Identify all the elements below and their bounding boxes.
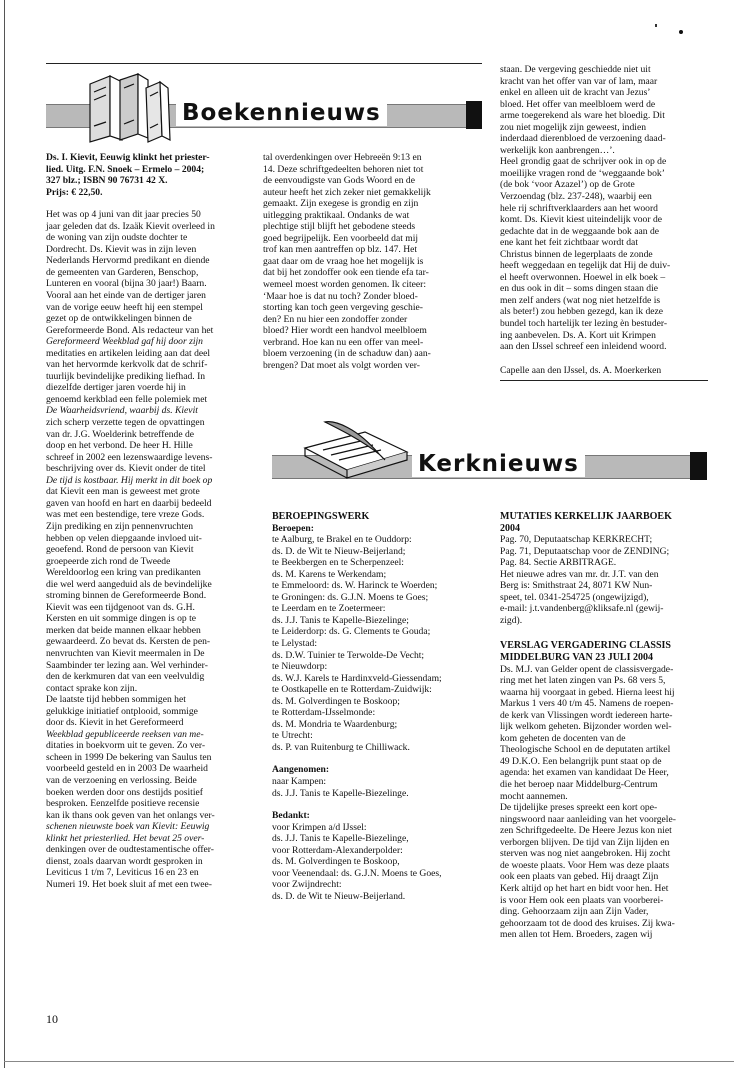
verslag-heading-date: MIDDELBURG VAN 23 JULI 2004 — [500, 652, 653, 664]
mutaties-line: Pag. 84. Sectie ARBITRAGE. — [500, 557, 617, 569]
review-line: ‘Maar hoe is dat nu toch? Zonder bloed- — [263, 290, 418, 302]
beroepen-item: te Beekbergen en te Scherpenzeel: — [272, 557, 404, 569]
verslag-line: Kerk altijd op het hart en bidt voor hen. Het — [500, 882, 669, 894]
review-line: De laatste tijd hebben sommigen het — [46, 694, 186, 706]
book-title-line: lied. Uitg. F.N. Snoek – Ermelo – 2004; — [46, 163, 205, 175]
review-line: den de kerkmuren dat van een veelvuldig — [46, 671, 205, 683]
review-line: van de vorige eeuw heeft hij een stempel — [46, 301, 203, 313]
review-line: el heeft overwonnen. Hoewel in elk boek – — [500, 271, 666, 283]
books-section-title: Boekennieuws — [176, 100, 387, 126]
church-news-column — [500, 511, 708, 941]
books-column-2 — [263, 152, 478, 371]
review-line: gedachte dat in de weggaande bok aan de — [500, 225, 660, 237]
review-line: voorbeeld gesteld en in 2003 De waarheid — [46, 763, 208, 775]
beroepen-item: te Groningen: ds. G.J.N. Moens te Goes; — [272, 591, 429, 603]
beroepen-list — [272, 534, 484, 753]
review-line: de woning van zijn oudste dochter te — [46, 232, 188, 244]
review-line: Heel grondig gaat de schrijver ook in op de — [500, 156, 667, 168]
review-line: de gemeenten van Garderen, Benschop, — [46, 266, 199, 278]
beroepen-item: ds. D.W. Tuinier te Terwolde-De Vecht; — [272, 649, 425, 661]
beroepen-item: ds. J.J. Tanis te Kapelle-Biezelinge; — [272, 614, 409, 626]
review-signature: Capelle aan den IJssel, ds. A. Moerkerken — [500, 364, 662, 376]
review-line: besproken. Eenzelfde positieve recensie — [46, 798, 200, 810]
mutaties-line: Pag. 70, Deputaatschap KERKRECHT; — [500, 534, 653, 546]
review-line: gemaakt. Zijn exegese is grondig en zijn — [263, 198, 419, 210]
page-number: 10 — [46, 1012, 58, 1026]
review-line: gaat daar om de vraag hoe het mogelijk is — [263, 255, 424, 267]
quill-document-icon — [295, 418, 415, 488]
mutaties-heading: MUTATIES KERKELIJK JAARBOEK — [500, 511, 672, 522]
book-price: Prijs: € 22,50. — [46, 186, 103, 198]
review-line: enkel en alleen uit de kracht van Jezus’ — [500, 87, 651, 99]
verslag-line: ring met het laten zingen van Ps. 68 vers 5, — [500, 675, 666, 687]
books-column-1 — [46, 152, 254, 890]
beroepen-item: ds. M. Karens te Werkendam; — [272, 568, 387, 580]
speck — [679, 30, 683, 34]
review-line: hebben op velen diepgaande invloed uit- — [46, 532, 202, 544]
beroepen-item: ds. M. Golverdingen te Boskoop; — [272, 695, 400, 707]
verslag-line: ook een plaats van gebed. Hij draagt Zijn — [500, 871, 659, 883]
books-review-text — [263, 152, 478, 371]
review-line: (de bok ‘voor Azazel’) op de Grote — [500, 179, 635, 191]
review-line: jaar geleden dat ds. Izaäk Kievit overleed in — [46, 220, 215, 232]
mutaties-line: Berg is: Smithstraat 24, 8071 KW Nun- — [500, 580, 653, 592]
verslag-line: Markus 1 vers 40 t/m 45. Namens de roepen- — [500, 698, 674, 710]
review-line: boeken werden door ons destijds positief — [46, 786, 203, 798]
review-line: aan den IJssel schreef een inleidend woord. — [500, 341, 667, 353]
review-line: kan ik thans ook geven van het onlangs ver- — [46, 809, 215, 821]
verslag-line: de woeste plaats. Voor Hem was deze plaats — [500, 859, 670, 871]
beroepen-item: ds. W.J. Karels te Hardinxveld-Giessendam; — [272, 672, 442, 684]
review-line: dienst, zoals daarvan wordt gesproken in — [46, 855, 203, 867]
book-title-line: Ds. I. Kievit, Eeuwig klinkt het priester- — [46, 152, 210, 163]
review-line: gelukkige initiatief ontplooid, sommige — [46, 705, 198, 717]
column-rule — [500, 380, 708, 381]
review-line: arme toegerekend als ware het bloedig. Dit — [500, 110, 665, 122]
review-line: die wel werd aangeduid als de bevindelijke — [46, 578, 212, 590]
verslag-line: 49 D.K.O. Een belangrijk punt staat op de — [500, 755, 662, 767]
beroepen-item: ds. P. van Ruitenburg te Chilliwack. — [272, 741, 410, 753]
beroepen-item: te Lelystad: — [272, 638, 318, 650]
review-line: geoefend. Rond de persoon van Kievit — [46, 544, 194, 556]
verslag-line: kom geheten de docenten van de — [500, 732, 626, 744]
review-line: staan. De vergeving geschiedde niet uit — [500, 64, 651, 75]
mutaties-heading-year: 2004 — [500, 522, 520, 534]
review-line: zich scherp verzette tegen de opvattingen — [46, 417, 205, 429]
mutaties-text — [500, 534, 708, 626]
mutaties-line: speet, tel. 0341-254725 (ongewijzigd), — [500, 591, 649, 603]
review-line: diezelfde dertiger jaren voerde hij in — [46, 382, 186, 394]
review-line: Dordrecht. Ds. Kievit was in zijn leven — [46, 243, 197, 255]
review-line: Kievit was een tijdgenoot van ds. G.H. — [46, 601, 195, 613]
mutaties-line: Het nieuwe adres van mr. dr. J.T. van den — [500, 568, 659, 580]
review-line: groepeerde zich rond de Tweede — [46, 555, 171, 567]
verslag-line: ningswoord naar aanleiding van het voorgele- — [500, 813, 676, 825]
bedankt-item: ds. M. Golverdingen te Boskoop, — [272, 856, 400, 868]
review-line: Numeri 19. Het boek sluit af met een twee- — [46, 878, 212, 890]
beroepen-item: ds. M. Mondria te Waardenburg; — [272, 718, 398, 730]
review-line: klinkt het priesterlied. Het bevat 25 over- — [46, 832, 205, 844]
beroepen-item: te Aalburg, te Brakel en te Ouddorp: — [272, 534, 412, 546]
verslag-line: men allen tot Hem. Broeders, zagen wij — [500, 929, 653, 941]
review-line: stroming binnen de Gereformeerde Bond. — [46, 590, 207, 602]
verslag-line: ding. Gehoorzaam zijn aan Zijn Vader, — [500, 906, 649, 918]
page-bottom-edge — [4, 1061, 734, 1062]
review-line: Weekblad gepubliceerde reeksen van me- — [46, 728, 204, 740]
review-line: kracht van het offer van var of lam, maar — [500, 75, 658, 87]
beroepingswerk-column — [272, 511, 484, 903]
review-line: Kersten en uit sommige dingen is op te — [46, 613, 197, 625]
review-line: wemeel moest worden genomen. Ik citeer: — [263, 279, 427, 291]
review-line: gaven van hoofd en hart en daarbij bedeeld — [46, 497, 212, 509]
verslag-heading: VERSLAG VERGADERING CLASSIS — [500, 640, 671, 652]
top-rule — [46, 63, 482, 64]
beroepen-item: te Utrecht: — [272, 730, 313, 742]
review-line: heeft weggedaan en tegelijk dat Hij de duiv- — [500, 260, 671, 272]
verslag-line: sterven was nog niet aangebroken. Hij zocht — [500, 848, 671, 860]
review-line: Nederlands Hervormd predikant en diende — [46, 255, 210, 267]
beroepen-item: te Nieuwdorp: — [272, 661, 328, 673]
aangenomen-item: ds. J.J. Tanis te Kapelle-Biezelinge. — [272, 787, 409, 799]
review-line: verbrand. Hoe kan nu een offer van meel- — [263, 336, 424, 348]
verslag-text — [500, 664, 708, 941]
bedankt-item: voor Zwijndrecht: — [272, 879, 342, 891]
review-line: Gereformeerde Bond. Als redacteur van het — [46, 324, 214, 336]
review-line: Saambinder ter lezing aan. Wel verhinder- — [46, 659, 208, 671]
verslag-line: is voor Hem ook een plaats van voorberei- — [500, 894, 664, 906]
review-line: doop en het verbond. De heer H. Hille — [46, 440, 193, 452]
beroepen-item: te Emmeloord: ds. W. Harinck te Woerden; — [272, 580, 438, 592]
review-line: als beter!) zou hebben gezegd, kan ik deze — [500, 306, 664, 318]
review-line: storting kan toch geen vergeving geschie- — [263, 302, 423, 314]
review-line: dat bij het zondoffer ook een tiende efa tar- — [263, 267, 429, 279]
verslag-line: die het beroep naar Middelburg-Centrum — [500, 779, 658, 791]
review-line: trof kan men aantreffen op blz. 147. Het — [263, 244, 418, 256]
review-line: De Waarheidsvriend, waarbij ds. Kievit — [46, 405, 198, 417]
bedankt-item: ds. D. de Wit te Nieuw-Beijerland. — [272, 890, 406, 902]
mutaties-line: Pag. 71, Deputaatschap voor de ZENDING; — [500, 545, 670, 557]
beroepen-heading: Beroepen: — [272, 522, 314, 534]
review-line: werkelijk kon aanbrengen…’. — [500, 144, 615, 156]
bedankt-item: voor Rotterdam-Alexanderpolder: — [272, 844, 403, 856]
books-icon — [76, 70, 172, 144]
review-line: contact sprake kon zijn. — [46, 682, 138, 694]
beroepingswerk-heading: BEROEPINGSWERK — [272, 511, 370, 522]
verslag-line: Theologische School en de deputaten artikel — [500, 744, 671, 756]
review-line: Het was op 4 juni van dit jaar precies 50 — [46, 209, 201, 221]
speck — [655, 24, 657, 27]
church-section-title: Kerknieuws — [412, 451, 585, 477]
review-line: gezet op de ontwikkelingen binnen de — [46, 313, 192, 325]
review-line: schreef in 2002 een lezenswaardige levens- — [46, 451, 213, 463]
verslag-line: De tijdelijke preses spreekt een kort ope- — [500, 802, 658, 814]
review-line: 14. Deze schriftgedeelten behoren niet tot — [263, 163, 424, 175]
mutaties-line: e-mail: j.t.vandenberg@kliksafe.nl (gewij- — [500, 603, 664, 615]
review-line: schenen nieuwste boek van Kievit: Eeuwig — [46, 821, 210, 833]
verslag-line: agenda: het examen van kandidaat De Heer, — [500, 767, 669, 779]
review-line: zou niet mogelijk zijn geweest, indien — [500, 121, 647, 133]
review-line: hele rij schriftverklaarders aan het woord — [500, 202, 658, 214]
bedankt-item: voor Krimpen a/d IJssel: — [272, 821, 367, 833]
review-line: Vooral aan het einde van de dertiger jaren — [46, 290, 206, 302]
verslag-line: gehoorzaam tot de dood des kruises. Zij kwa- — [500, 917, 675, 929]
review-line: inderdaad dierenbloed de verzoening daad- — [500, 133, 666, 145]
review-line: van het hervormde kerkvolk dat de schrif- — [46, 359, 208, 371]
review-line: den? En nu hier een zondoffer zonder — [263, 313, 408, 325]
review-line: de eenvoudigste van Gods Woord en de — [263, 175, 415, 187]
review-line: van dr. J.G. Woelderink betreffende de — [46, 428, 195, 440]
verslag-line: de kerk van Vlissingen wordt iedereen harte- — [500, 709, 673, 721]
review-line: denkingen over de oudtestamentische offer- — [46, 844, 214, 856]
review-line: en dus ook in dit – soms dingen staan die — [500, 283, 659, 295]
review-line: uitlegging praktikaal. Ondanks de wat — [263, 209, 410, 221]
verslag-line: lijk welkom geheten. Bijzonder worden wel- — [500, 721, 672, 733]
review-line: meditaties en artikelen leiding aan dat deel — [46, 347, 211, 359]
review-line: ing aanbevelen. Ds. A. Kort uit Krimpen — [500, 329, 656, 341]
review-line: komt. Ds. Kievit kiest uiteindelijk voor de — [500, 214, 663, 226]
review-line: plechtige stijl blijft het gebodene steeds — [263, 221, 416, 233]
beroepen-item: te Leiderdorp: ds. G. Clements te Gouda; — [272, 626, 431, 638]
verslag-line: zen Schriftgedeelte. De Heere Jezus kon niet — [500, 825, 672, 837]
review-line: Lunteren en vooral (bijna 30 jaar!) Baarn. — [46, 278, 207, 290]
review-line: van de verzoening en verlossing. Beide — [46, 774, 197, 786]
book-title-line: 327 blz.; ISBN 90 76731 42 X. — [46, 175, 168, 187]
bedankt-heading: Bedankt: — [272, 810, 310, 822]
review-line: auteur heeft het zich zeker niet gemakkelijk — [263, 186, 431, 198]
review-line: Christus binnen de legerplaats de zonde — [500, 248, 653, 260]
review-line: Wereldoorlog een kring van predikanten — [46, 567, 201, 579]
review-line: bloem verzoening (in de schaduw dan) aan- — [263, 348, 431, 360]
review-line: tuurlijk bevindelijke prediking liefhad. In — [46, 370, 206, 382]
books-review-text — [500, 64, 708, 353]
verslag-line: waarna hij voorgaat in gebed. Hierna leest hij — [500, 686, 675, 698]
verslag-line: Ds. M.J. van Gelder opent de classisvergade- — [500, 663, 674, 675]
books-column-3 — [500, 64, 708, 376]
review-line: genoemd kerkblad een felle polemiek met — [46, 393, 208, 405]
bedankt-item: voor Veenendaal: ds. G.J.N. Moens te Goes, — [272, 867, 442, 879]
books-banner-end-block — [466, 101, 482, 129]
review-line: nenvruchten van Kievit meermalen in De — [46, 647, 205, 659]
review-line: was met een bestendige, tere vreze Gods. — [46, 509, 205, 521]
review-line: door ds. Kievit in het Gereformeerd — [46, 717, 184, 729]
mutaties-line: zigd). — [500, 614, 523, 626]
review-line: Leviticus 1 t/m 7, Leviticus 16 en 23 en — [46, 867, 199, 879]
review-line: ene kant het feit zichtbaar wordt dat — [500, 237, 638, 249]
review-line: gewaardeerd. Zo bevat ds. Kersten de pen- — [46, 636, 211, 648]
church-banner-end-block — [690, 452, 707, 480]
bedankt-item: ds. J.J. Tanis te Kapelle-Biezelinge, — [272, 833, 409, 845]
beroepen-item: te Rotterdam-IJsselmonde: — [272, 707, 376, 719]
review-line: Verzoendag (blz. 237-248), waarbij een — [500, 191, 652, 203]
bedankt-list — [272, 822, 484, 903]
review-line: brengen? Dat moet als volgt worden ver- — [263, 359, 420, 371]
review-line: tal overdenkingen over Hebreeën 9:13 en — [263, 152, 422, 163]
review-line: bloed? Hier wordt een handvol meelbloem — [263, 325, 427, 337]
aangenomen-item: naar Kampen: — [272, 776, 327, 788]
review-line: bloed. Het offer van meelbloem werd de — [500, 98, 656, 110]
aangenomen-list — [272, 776, 484, 799]
review-line: moeilijke vragen rond de ‘weggaande bok’ — [500, 167, 665, 179]
books-review-text — [46, 209, 254, 890]
aangenomen-heading: Aangenomen: — [272, 764, 330, 776]
review-line: bundel toch hartelijk ter lezing èn bestuder- — [500, 318, 668, 330]
verslag-line: mocht aannemen. — [500, 790, 568, 802]
review-line: men zelf anders (wat nog niet hetzelfde is — [500, 294, 661, 306]
review-line: Gereformeerd Weekblad gaf hij door zijn — [46, 336, 203, 348]
review-line: merken dat beide mannen elkaar hebben — [46, 624, 201, 636]
review-line: scheen in 1999 De bekering van Saulus ten — [46, 751, 212, 763]
review-line: goed begrijpelijk. Een voorbeeld dat mij — [263, 232, 419, 244]
review-line: ditaties in boekvorm uit te geven. Zo ver- — [46, 740, 206, 752]
beroepen-item: te Oostkapelle en te Rotterdam-Zuidwijk: — [272, 684, 432, 696]
review-line: dat Kievit een man is geweest met grote — [46, 486, 200, 498]
beroepen-item: te Leerdam en te Zoetermeer: — [272, 603, 386, 615]
review-line: Zijn prediking en zijn pennenvruchten — [46, 520, 194, 532]
verslag-line: verborgen blijven. De tijd van Zijn lijden en — [500, 836, 670, 848]
beroepen-item: ds. D. de Wit te Nieuw-Beijerland; — [272, 545, 406, 557]
review-line: beschrijving over ds. Kievit onder de titel — [46, 463, 206, 475]
review-line: De tijd is kostbaar. Hij merkt in dit boek op — [46, 474, 213, 486]
page-edge — [4, 0, 5, 1068]
